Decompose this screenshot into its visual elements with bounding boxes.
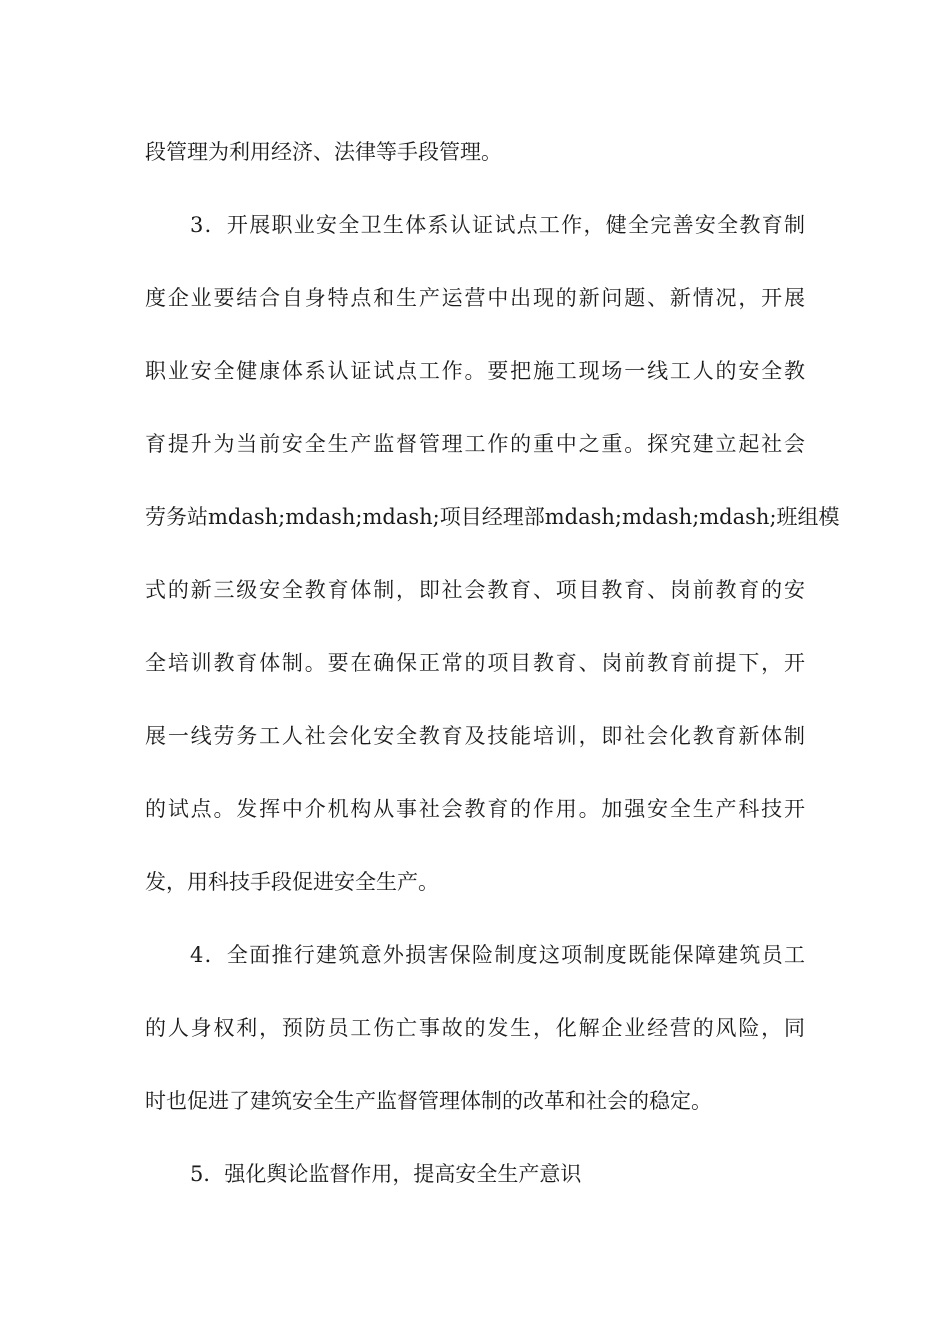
text-line-1: 段管理为利用经济、法律等手段管理。 xyxy=(145,140,502,164)
text-line-15: 5．强化舆论监督作用，提高安全生产意识 xyxy=(190,1162,582,1186)
text-line-3: 度企业要结合自身特点和生产运营中出现的新问题、新情况，开展 xyxy=(145,286,805,310)
text-line-7: 式的新三级安全教育体制，即社会教育、项目教育、岗前教育的安 xyxy=(145,578,805,602)
text-line-13: 的人身权利，预防员工伤亡事故的发生，化解企业经营的风险，同 xyxy=(145,1016,805,1040)
text-line-12: 4．全面推行建筑意外损害保险制度这项制度既能保障建筑员工 xyxy=(190,943,805,967)
text-line-14: 时也促进了建筑安全生产监督管理体制的改革和社会的稳定。 xyxy=(145,1089,712,1113)
text-line-6: 劳务站mdash;mdash;mdash;项目经理部mdash;mdash;mdash;班组模 xyxy=(145,505,840,529)
text-line-10: 的试点。发挥中介机构从事社会教育的作用。加强安全生产科技开 xyxy=(145,797,805,821)
text-line-9: 展一线劳务工人社会化安全教育及技能培训，即社会化教育新体制 xyxy=(145,724,805,748)
text-line-8: 全培训教育体制。要在确保正常的项目教育、岗前教育前提下，开 xyxy=(145,651,805,675)
text-line-5: 育提升为当前安全生产监督管理工作的重中之重。探究建立起社会 xyxy=(145,432,805,456)
text-line-4: 职业安全健康体系认证试点工作。要把施工现场一线工人的安全教 xyxy=(145,359,805,383)
text-line-2: 3．开展职业安全卫生体系认证试点工作，健全完善安全教育制 xyxy=(190,213,805,237)
text-line-11: 发，用科技手段促进安全生产。 xyxy=(145,870,439,894)
